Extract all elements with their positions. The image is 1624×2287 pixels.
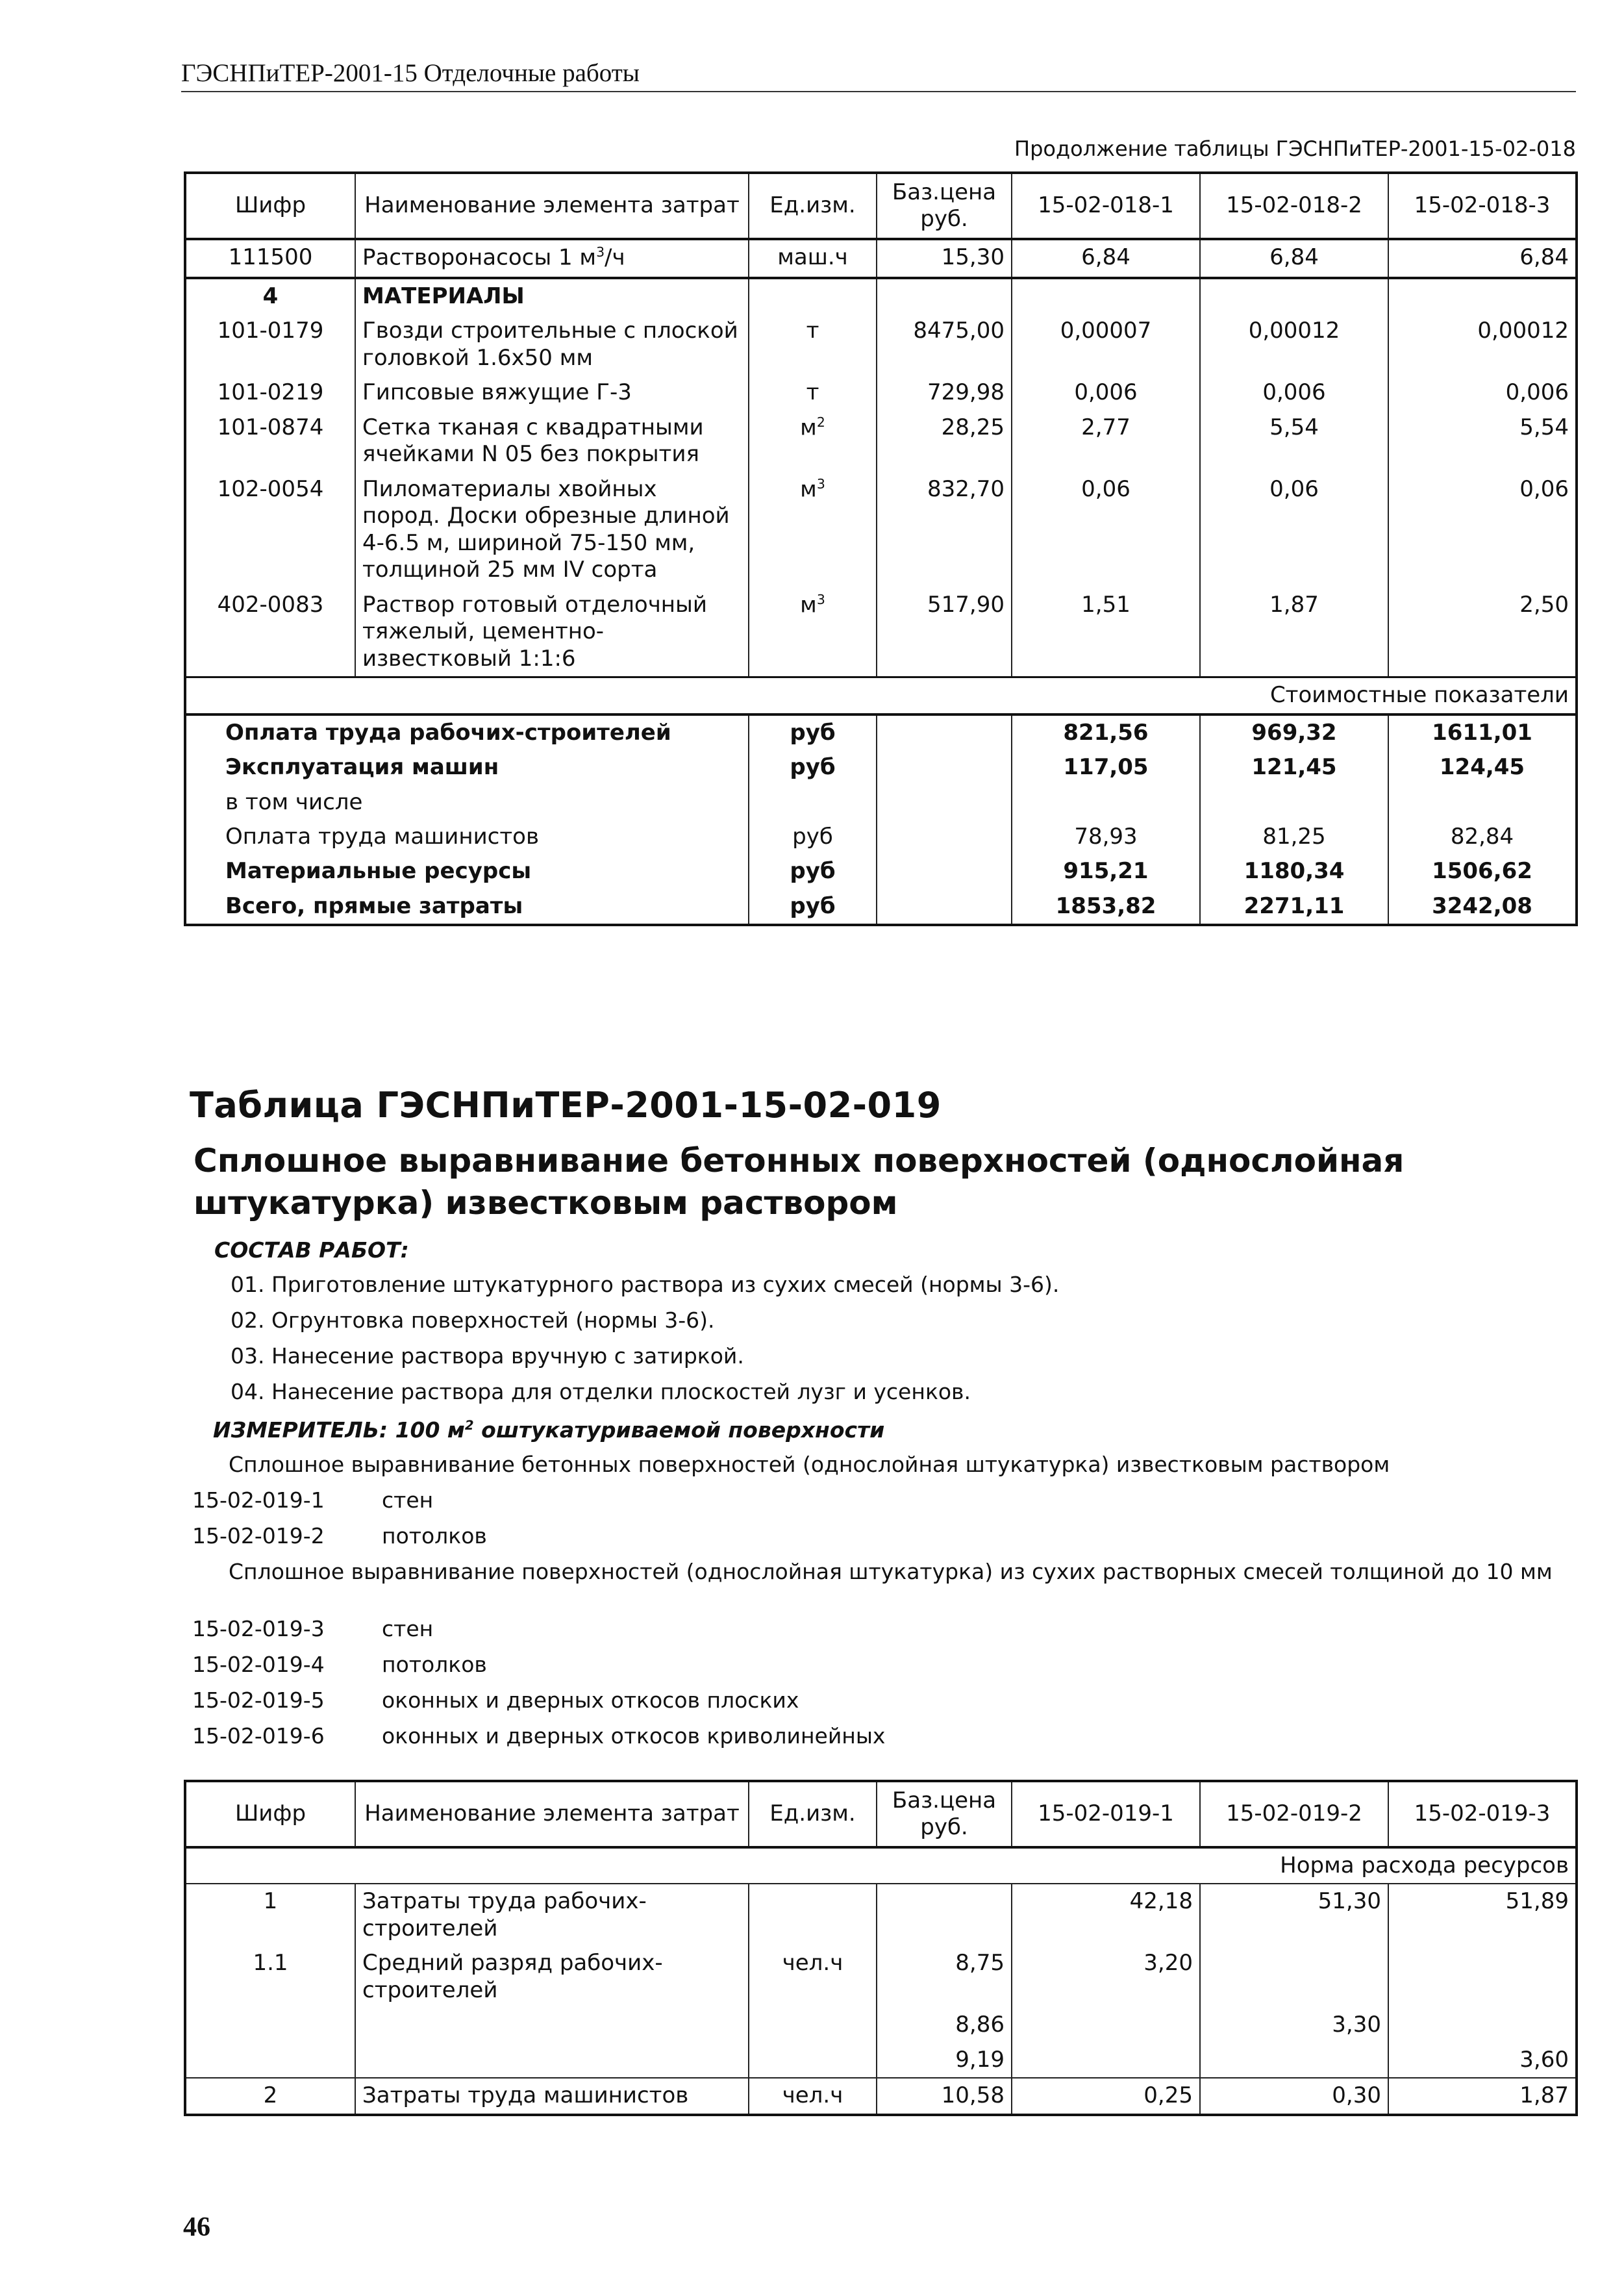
norm-label: оконных и дверных откосов криволинейных: [382, 1723, 886, 1749]
continuation-caption: Продолжение таблицы ГЭСНПиТЕР-2001-15-02-018: [1014, 136, 1576, 161]
header-name: Наименование элемента затрат: [355, 173, 749, 239]
table-row-summary: Материальные ресурсы руб 915,21 1180,34 1506,62: [185, 854, 1577, 889]
table-row: 111500 Растворонасосы 1 $м^3/ч$ маш.ч 15,30 6,84 6,84 6,84: [185, 239, 1577, 278]
table-row: 402-0083 Раствор готовый отделочный тяжелый, цементно-известковый 1:1:6 $м^3$ 517,90 1,51 1,87 2,50: [185, 588, 1577, 677]
table-row-summary: Оплата труда машинистов руб 78,93 81,25 82,84: [185, 820, 1577, 854]
table-15-02-018-continuation: [184, 171, 1578, 926]
table-row: 9,19 3,60: [185, 2043, 1577, 2078]
norm-code: 15-02-019-4: [192, 1652, 325, 1677]
table-header-row: [185, 173, 1577, 239]
norm-label: стен: [382, 1487, 434, 1513]
header-code: Шифр: [185, 1781, 355, 1847]
table-row: 1 Затраты труда рабочих-строителей 42,18 51,30 51,89: [185, 1884, 1577, 1946]
header-col-3: 15-02-018-3: [1388, 173, 1577, 239]
composition-item: 01. Приготовление штукатурного раствора из сухих смесей (нормы 3-6).: [231, 1272, 1060, 1297]
norm-code: 15-02-019-6: [192, 1723, 325, 1749]
composition-item: 03. Нанесение раствора вручную с затиркой.: [231, 1343, 744, 1369]
norm-label: потолков: [382, 1523, 487, 1548]
header-col-1: 15-02-019-1: [1012, 1781, 1200, 1847]
table-row: 8,86 3,30: [185, 2008, 1577, 2042]
table-header-row: [185, 1781, 1577, 1847]
header-price: Баз.цена руб.: [877, 1781, 1012, 1847]
composition-item: 02. Огрунтовка поверхностей (нормы 3-6).: [231, 1308, 715, 1333]
table-row-cost-header: Стоимостные показатели: [185, 677, 1577, 714]
table-row: 101-0874 Сетка тканая с квадратными ячейками N 05 без покрытия $м^2$ 28,25 2,77 5,54 5,54: [185, 411, 1577, 472]
page-number: 46: [183, 2212, 210, 2242]
header-col-3: 15-02-019-3: [1388, 1781, 1577, 1847]
table-15-02-019: [184, 1780, 1578, 2116]
table-row-summary: в том числе: [185, 785, 1577, 820]
table-row-total: Всего, прямые затраты руб 1853,82 2271,11 3242,08: [185, 889, 1577, 925]
running-head: ГЭСНПиТЕР-2001-15 Отделочные работы: [181, 59, 640, 87]
table-row: 2 Затраты труда машинистов чел.ч 10,58 0,25 0,30 1,87: [185, 2078, 1577, 2114]
table-row: 102-0054 Пиломатериалы хвойных пород. Доски обрезные длиной 4-6.5 м, шириной 75-150 мм, толщиной 25 мм IV сорта $м^3$ 832,70 0,06 0,06 0,06: [185, 472, 1577, 588]
header-rule: [181, 91, 1576, 92]
group-description: Сплошное выравнивание бетонных поверхностей (однослойная штукатурка) известковым раствором: [229, 1452, 1390, 1477]
header-price: Баз.цена руб.: [877, 173, 1012, 239]
table-row-materials: 4 МАТЕРИАЛЫ: [185, 278, 1577, 314]
table-row-summary: Оплата труда рабочих-строителей руб 821,56 969,32 1611,01: [185, 714, 1577, 750]
header-unit: Ед.изм.: [749, 1781, 877, 1847]
norm-label: потолков: [382, 1652, 487, 1677]
table-title: Таблица ГЭСНПиТЕР-2001-15-02-019: [190, 1085, 942, 1126]
composition-title: СОСТАВ РАБОТ:: [214, 1237, 409, 1263]
header-code: Шифр: [185, 173, 355, 239]
header-col-2: 15-02-019-2: [1200, 1781, 1388, 1847]
norm-code: 15-02-019-1: [192, 1487, 325, 1513]
norm-code: 15-02-019-3: [192, 1616, 325, 1641]
table-row: 101-0219 Гипсовые вяжущие Г-3 т 729,98 0,006 0,006 0,006: [185, 375, 1577, 410]
header-unit: Ед.изм.: [749, 173, 877, 239]
header-col-1: 15-02-018-1: [1012, 173, 1200, 239]
table-row: 1.1 Средний разряд рабочих-строителей чел.ч 8,75 3,20: [185, 1946, 1577, 2008]
table-row: 101-0179 Гвозди строительные с плоской головкой 1.6х50 мм т 8475,00 0,00007 0,00012 0,00012: [185, 314, 1577, 375]
header-name: Наименование элемента затрат: [355, 1781, 749, 1847]
norm-code: 15-02-019-2: [192, 1523, 325, 1548]
measure-line: ИЗМЕРИТЕЛЬ: 100 $м^2$ оштукатуриваемой поверхности: [213, 1417, 885, 1443]
group-description: Сплошное выравнивание поверхностей (однослойная штукатурка) из сухих растворных смесей толщиной до 10 мм: [229, 1559, 1553, 1584]
table-subtitle: Сплошное выравнивание бетонных поверхностей (однослойная штукатурка) известковым раствором: [194, 1142, 1405, 1222]
norm-label: оконных и дверных откосов плоских: [382, 1687, 799, 1713]
norm-label: стен: [382, 1616, 434, 1641]
composition-item: 04. Нанесение раствора для отделки плоскостей лузг и усенков.: [231, 1379, 971, 1404]
header-col-2: 15-02-018-2: [1200, 173, 1388, 239]
table-row-norm-header: Норма расхода ресурсов: [185, 1847, 1577, 1884]
table-row-summary: Эксплуатация машин руб 117,05 121,45 124,45: [185, 750, 1577, 785]
norm-code: 15-02-019-5: [192, 1687, 325, 1713]
